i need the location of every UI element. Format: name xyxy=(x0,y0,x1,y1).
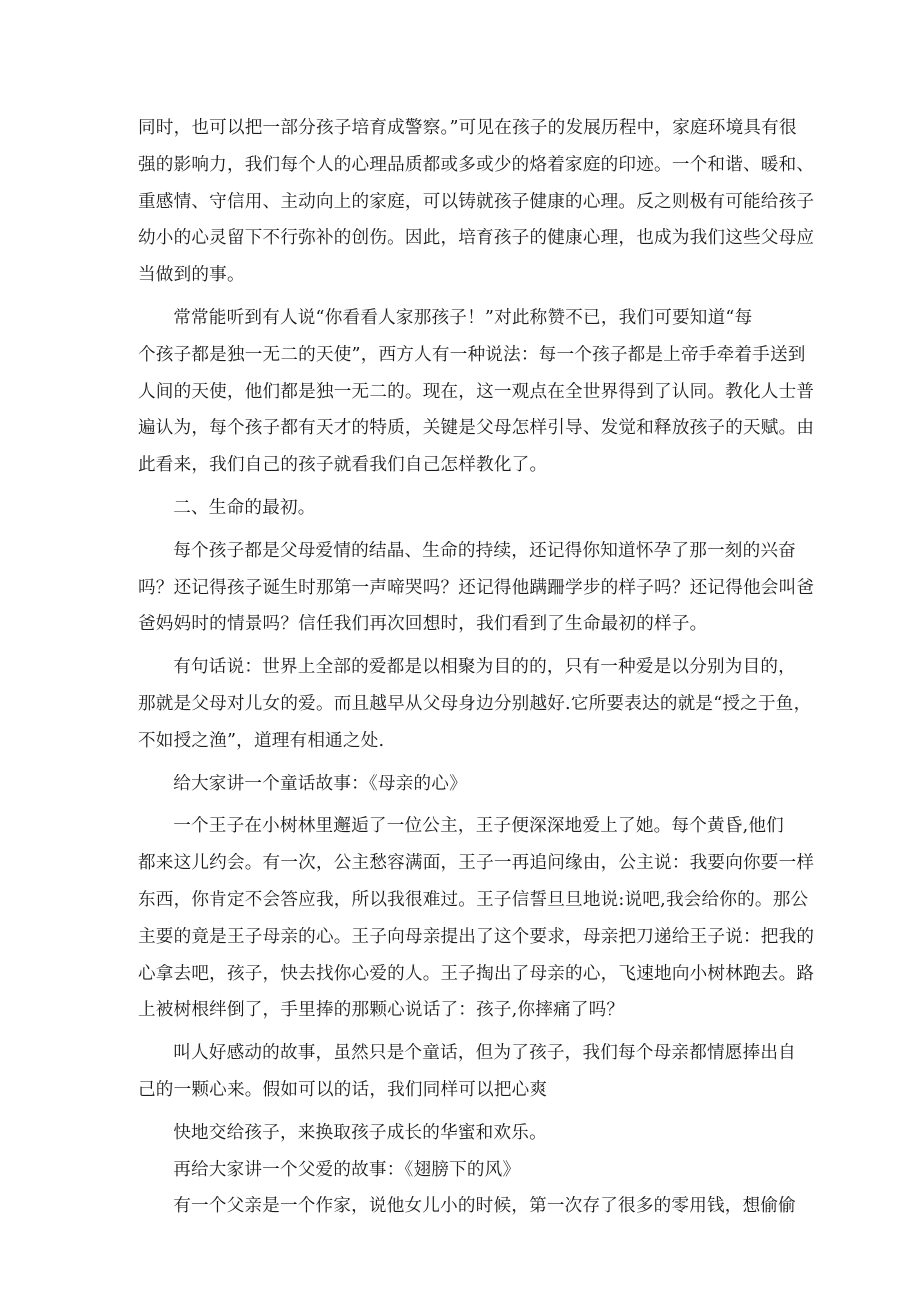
document-body xyxy=(138,110,815,1225)
paragraph xyxy=(138,766,788,803)
text-line: 己的一颗心来。假如可以的话，我们同样可以把心爽 xyxy=(138,1079,548,1100)
text-line: 有句话说：世界上全部的爱都是以相聚为目的的，只有一种爱是以分别为目的， xyxy=(173,657,796,678)
text-line: 上被树根绊倒了，手里捧的那颗心说话了：孩子,你摔痛了吗？ xyxy=(138,1000,625,1021)
text-line: 强的影响力，我们每个人的心理品质都或多或少的烙着家庭的印迹。一个和谐、暖和、 xyxy=(138,154,815,175)
text-line: 重感情、守信用、主动向上的家庭，可以铸就孩子健康的心理。反之则极有可能给孩子 xyxy=(138,191,815,212)
text-line: 此看来，我们自己的孩子就看我们自己怎样教化了。 xyxy=(138,455,548,476)
text-line: 叫人好感动的故事，虽然只是个童话，但为了孩子，我们每个母亲都情愿捧出自 xyxy=(173,1043,796,1064)
text-line: 一个王子在小树林里邂逅了一位公主，王子便深深地爱上了她。每个黄昏,他们 xyxy=(173,816,784,837)
text-line: 个孩子都是独一无二的天使”，西方人有一种说法：每一个孩子都是上帝手牵着手送到 xyxy=(138,344,806,365)
text-line: 当做到的事。 xyxy=(138,265,245,286)
text-line: 二、生命的最初。 xyxy=(173,497,316,518)
text-line: 东西，你肯定不会答应我，所以我很难过。王子信誓旦旦地说:说吧,我会给你的。那公 xyxy=(138,889,809,910)
text-line: 主要的竟是王子母亲的心。王子向母亲提出了这个要求，母亲把刀递给王子说：把我的 xyxy=(138,926,815,947)
text-line: 快地交给孩子，来换取孩子成长的华蜜和欢乐。 xyxy=(173,1122,547,1143)
paragraph xyxy=(138,533,815,643)
text-line: 都来这儿约会。有一次，公主愁容满面，王子一再追问缘由，公主说：我要向你要一样 xyxy=(138,853,815,874)
paragraph xyxy=(138,1188,796,1225)
text-line: 遍认为，每个孩子都有天才的特质，关键是父母怎样引导、发觉和释放孩子的天赋。由 xyxy=(138,418,815,439)
text-line: 再给大家讲一个父爱的故事：《翅膀下的风》 xyxy=(173,1159,521,1180)
text-line: 每个孩子都是父母爱情的结晶、生命的持续，还记得你知道怀孕了那一刻的兴奋 xyxy=(173,540,796,561)
text-line: 爸妈妈时的情景吗？信任我们再次回想时，我们看到了生命最初的样子。 xyxy=(138,614,708,635)
text-line: 吗？还记得孩子诞生时那第一声啼哭吗？还记得他蹒跚学步的样子吗？还记得他会叫爸 xyxy=(138,577,815,598)
text-line: 那就是父母对儿女的爱。而且越早从父母身边分别越好.它所要表达的就是“授之于鱼， xyxy=(138,693,812,714)
text-line: 心拿去吧，孩子，快去找你心爱的人。王子掏出了母亲的心，飞速地向小树林跑去。路 xyxy=(138,963,815,984)
paragraph xyxy=(138,808,815,1029)
text-line: 幼小的心灵留下不行弥补的创伤。因此，培育孩子的健康心理，也成为我们这些父母应 xyxy=(138,228,815,249)
text-line: 人间的天使，他们都是独一无二的。现在，这一观点在全世界得到了认同。教化人士普 xyxy=(138,381,815,402)
paragraph xyxy=(138,1035,796,1109)
paragraph xyxy=(138,110,815,294)
text-line: 给大家讲一个童话故事：《母亲的心》 xyxy=(173,773,467,794)
section-heading xyxy=(138,490,788,527)
text-line: 常常能听到有人说“你看看人家那孩子！”对此称赞不已，我们可要知道“每 xyxy=(173,307,753,328)
text-line: 不如授之渔”，道理有相通之处. xyxy=(138,730,385,751)
paragraph xyxy=(138,1152,788,1189)
paragraph xyxy=(138,649,812,759)
paragraph xyxy=(138,1115,788,1152)
paragraph xyxy=(138,300,815,484)
text-line: 同时，也可以把一部分孩子培育成警察。”可见在孩子的发展历程中，家庭环境具有很 xyxy=(138,118,797,138)
text-line: 有一个父亲是一个作家，说他女儿小的时候，第一次存了很多的零用钱，想偷偷 xyxy=(173,1196,796,1217)
